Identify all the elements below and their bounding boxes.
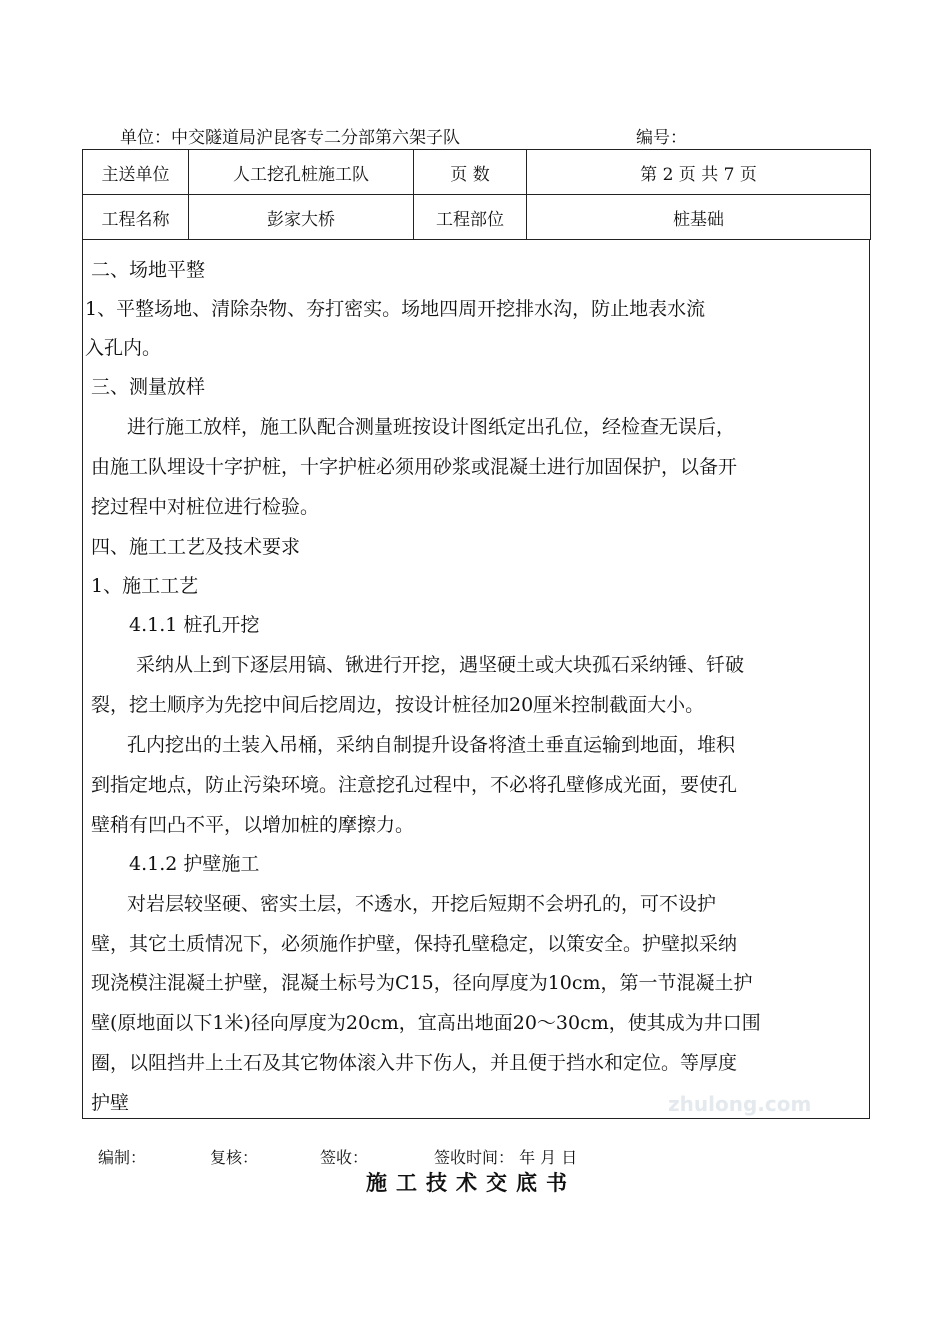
content-line: 到指定地点，防止污染环境。注意挖孔过程中，不必将孔壁修成光面，要使孔 [91, 774, 738, 796]
content-line: 进行施工放样，施工队配合测量班按设计图纸定出孔位，经检查无误后， [127, 416, 736, 438]
content-line: 1、施工工艺 [91, 575, 199, 597]
watermark: zhulong.com [668, 1092, 812, 1116]
content-line: 挖过程中对桩位进行检验。 [91, 496, 320, 518]
serial-number-label: 编号： [636, 128, 687, 148]
content-line: 由施工队埋设十字护桩，十字护桩必须用砂浆或混凝土进行加固保护，以备开 [91, 456, 738, 478]
content-line: 壁(原地面以下1米)径向厚度为20cm，宜高出地面20～30cm，使其成为井口围 [91, 1012, 761, 1034]
table-row [83, 150, 871, 195]
content-line: 现浇模注混凝土护壁，混凝土标号为C15，径向厚度为10cm，第一节混凝土护 [91, 972, 753, 994]
content-line: 1、平整场地、清除杂物、夯打密实。场地四周开挖排水沟，防止地表水流 [85, 298, 706, 320]
content-line: 二、场地平整 [91, 259, 206, 281]
content-line: 4.1.1 桩孔开挖 [129, 614, 260, 636]
recipient-value: 人工挖孔桩施工队 [189, 150, 414, 195]
content-line: 护壁 [91, 1092, 130, 1114]
recipient-label: 主送单位 [83, 150, 189, 195]
received-time-label: 签收时间： 年 月 日 [434, 1148, 578, 1167]
content-line: 三、测量放样 [91, 376, 206, 398]
info-table [82, 149, 871, 240]
content-line: 采纳从上到下逐层用镐、锹进行开挖，遇坚硬土或大块孤石采纳锤、钎破 [136, 654, 745, 676]
content-line: 4.1.2 护壁施工 [129, 853, 260, 875]
compiled-by-label: 编制： [98, 1148, 147, 1167]
received-by-label: 签收： [320, 1148, 369, 1167]
project-name-value: 彭家大桥 [189, 195, 414, 240]
table-row [83, 195, 871, 240]
content-box [82, 239, 870, 1119]
unit-label: 单位：中交隧道局沪昆客专二分部第六架子队 [120, 128, 460, 148]
content-line: 孔内挖出的土装入吊桶，采纳自制提升设备将渣土垂直运输到地面，堆积 [127, 734, 736, 756]
project-part-label: 工程部位 [414, 195, 527, 240]
content-line: 壁，其它土质情况下，必须施作护壁，保持孔壁稳定，以策安全。护壁拟采纳 [91, 933, 738, 955]
content-line: 圈，以阻挡井上土石及其它物体滚入井下伤人，并且便于挡水和定位。等厚度 [91, 1052, 738, 1074]
project-part-value: 桩基础 [527, 195, 871, 240]
content-line: 裂，挖土顺序为先挖中间后挖周边，按设计桩径加20厘米控制截面大小。 [91, 694, 705, 716]
reviewed-by-label: 复核： [210, 1148, 259, 1167]
document-title: 施工技术交底书 [366, 1170, 576, 1195]
content-line: 四、施工工艺及技术要求 [91, 536, 301, 558]
content-line: 壁稍有凹凸不平，以增加桩的摩擦力。 [91, 814, 415, 836]
content-line: 对岩层较坚硬、密实土层，不透水，开挖后短期不会坍孔的，可不设护 [127, 893, 717, 915]
page-count-label: 页 数 [414, 150, 527, 195]
project-name-label: 工程名称 [83, 195, 189, 240]
content-line: 入孔内。 [85, 337, 162, 359]
page-count-value: 第 2 页 共 7 页 [527, 150, 871, 195]
